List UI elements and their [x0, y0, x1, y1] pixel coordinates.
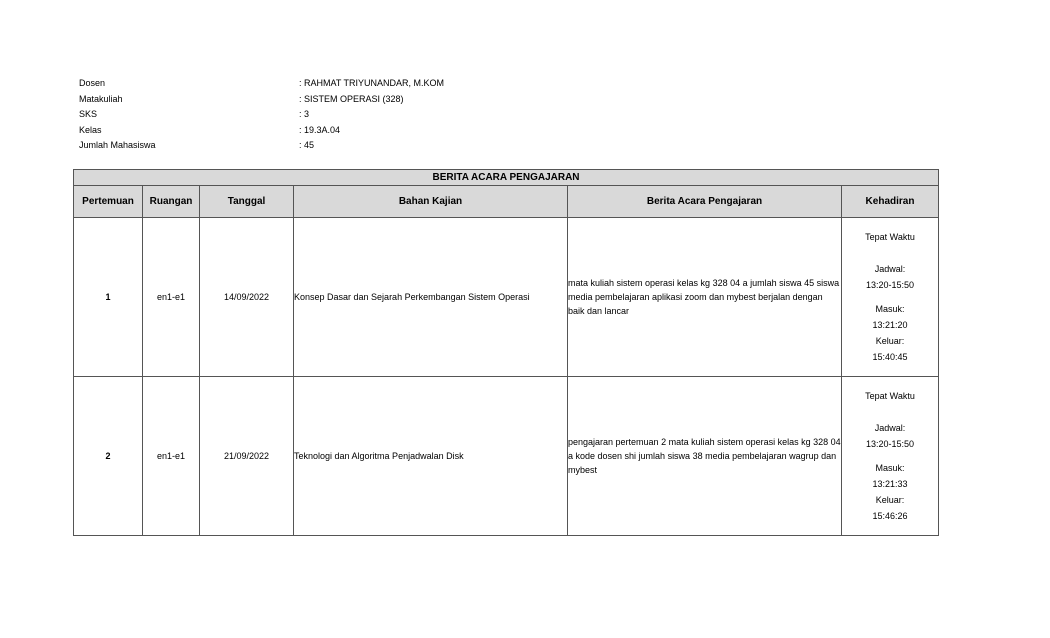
- cell-berita-acara: pengajaran pertemuan 2 mata kuliah sistem operasi kelas kg 328 04 a kode dosen shi jumlah siswa 38 media pembelajaran wagrup dan mybest: [568, 377, 842, 536]
- table-row: [74, 377, 939, 536]
- info-row-kelas: [79, 123, 444, 139]
- cell-bahan-kajian: Teknologi dan Algoritma Penjadwalan Disk: [294, 377, 568, 536]
- masuk-label: Masuk:: [875, 304, 905, 314]
- keluar-value: 15:40:45: [872, 352, 908, 362]
- cell-ruangan: en1-e1: [143, 218, 200, 377]
- info-label: Dosen: [79, 78, 106, 88]
- cell-kehadiran: [842, 377, 939, 536]
- cell-tanggal: 21/09/2022: [200, 377, 294, 536]
- info-value: : 45: [299, 140, 315, 151]
- cell-pertemuan: 1: [74, 218, 143, 377]
- cell-pertemuan: 2: [74, 377, 143, 536]
- info-row-dosen: [79, 76, 444, 92]
- jadwal-value: 13:20-15:50: [865, 280, 915, 290]
- column-header-bahan-kajian: Bahan Kajian: [294, 186, 568, 218]
- info-label: SKS: [79, 109, 98, 120]
- keluar-label: Keluar:: [875, 336, 905, 346]
- attendance-status: Tepat Waktu: [865, 232, 915, 242]
- keluar-value: 15:46:26: [872, 511, 908, 521]
- column-header-berita-acara: Berita Acara Pengajaran: [568, 186, 842, 218]
- column-header-kehadiran: Kehadiran: [842, 186, 939, 218]
- info-label: Kelas: [79, 124, 102, 135]
- info-row-jumlah-mahasiswa: [79, 138, 444, 154]
- jadwal-value: 13:20-15:50: [865, 439, 915, 449]
- table-title-row: [74, 170, 939, 186]
- info-value: : 3: [299, 109, 310, 120]
- info-row-matakuliah: [79, 92, 444, 108]
- table-row: [74, 218, 939, 377]
- info-row-sks: [79, 107, 444, 123]
- info-value: : 19.3A.04: [299, 124, 341, 135]
- table-header-row: [74, 186, 939, 218]
- cell-tanggal: 14/09/2022: [200, 218, 294, 377]
- keluar-label: Keluar:: [875, 495, 905, 505]
- berita-acara-table: [73, 169, 939, 536]
- info-value: : RAHMAT TRIYUNANDAR, M.KOM: [299, 78, 445, 88]
- info-label: Matakuliah: [79, 93, 123, 104]
- jadwal-label: Jadwal:: [874, 264, 906, 274]
- column-header-pertemuan: Pertemuan: [74, 186, 143, 218]
- info-value: : SISTEM OPERASI (328): [299, 93, 404, 104]
- table-title: BERITA ACARA PENGAJARAN: [74, 170, 939, 186]
- column-header-ruangan: Ruangan: [143, 186, 200, 218]
- info-label: Jumlah Mahasiswa: [79, 140, 156, 151]
- jadwal-label: Jadwal:: [874, 423, 906, 433]
- masuk-value: 13:21:20: [872, 320, 908, 330]
- cell-kehadiran: [842, 218, 939, 377]
- cell-ruangan: en1-e1: [143, 377, 200, 536]
- cell-berita-acara: mata kuliah sistem operasi kelas kg 328 04 a jumlah siswa 45 siswa media pembelajaran aplikasi zoom dan mybest berjalan dengan baik dan lancar: [568, 218, 842, 377]
- column-header-tanggal: Tanggal: [200, 186, 294, 218]
- cell-bahan-kajian: Konsep Dasar dan Sejarah Perkembangan Sistem Operasi: [294, 218, 568, 377]
- attendance-status: Tepat Waktu: [865, 391, 915, 401]
- masuk-label: Masuk:: [875, 463, 905, 473]
- course-info: [79, 76, 444, 154]
- masuk-value: 13:21:33: [872, 479, 908, 489]
